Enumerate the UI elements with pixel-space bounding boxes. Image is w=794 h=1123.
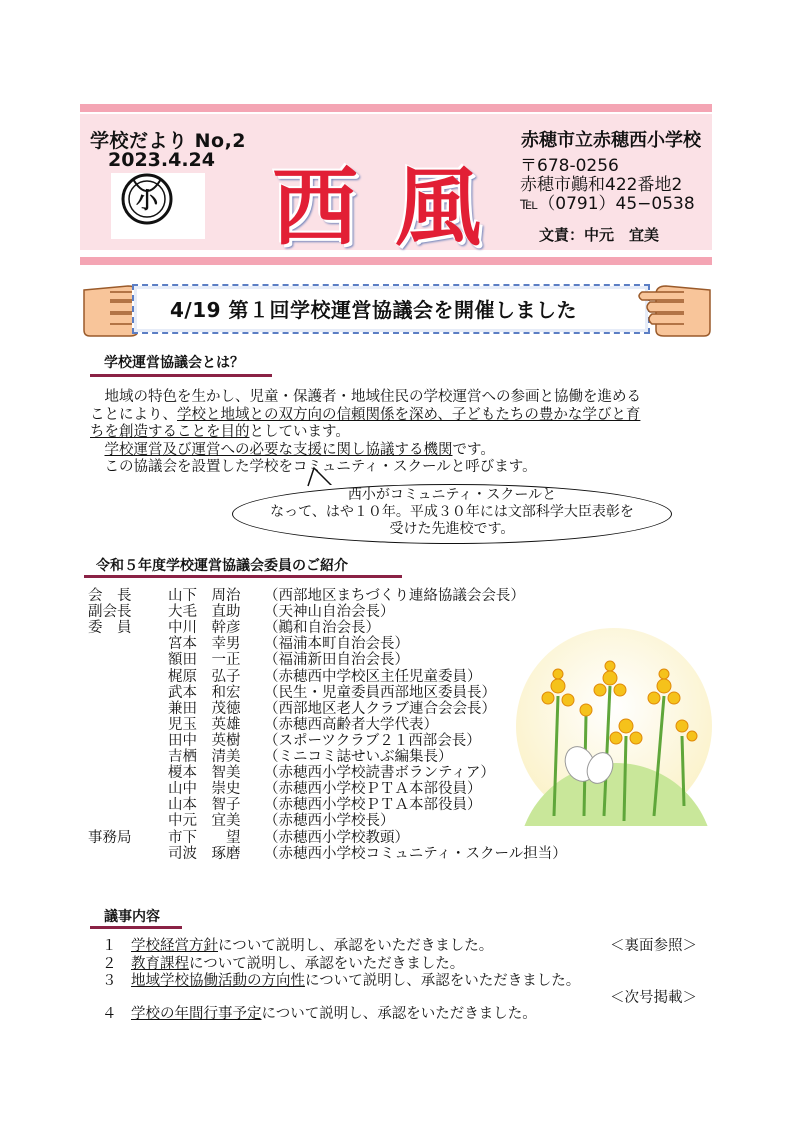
postal-code: 〒678-0256 (520, 156, 619, 176)
school-name: 赤穂市立赤穂西小学校 (521, 130, 701, 151)
p1-line3-b: としています。 (249, 424, 350, 440)
member-name: 大毛 直助 (168, 604, 241, 621)
member-affiliation: （スポーツクラブ２１西部会長） (264, 732, 481, 749)
bubble-text (240, 487, 664, 538)
agenda-item-3 (102, 973, 580, 989)
member-affiliation: （赤穂西小学校長） (264, 813, 395, 830)
p2-line (90, 442, 641, 460)
agenda-topic: 地域学校協働活動の方向性 (131, 973, 305, 989)
p1-line2 (90, 407, 641, 425)
agenda-topic: 学校の年間行事予定 (131, 1006, 262, 1022)
member-affiliation: （赤穂西小学校教頭） (264, 829, 409, 846)
title-char-1: 西 (272, 157, 358, 258)
member-name: 兼田 茂徳 (168, 700, 241, 717)
school-address: 赤穂市鷆和422番地2 (520, 175, 683, 195)
member-role: 会 長 (88, 588, 132, 604)
section3-heading: 議事内容 (104, 909, 160, 925)
agenda-rest: について説明し、承認をいただきました。 (218, 938, 494, 954)
member-name: 吉栖 清美 (168, 749, 241, 765)
member-affiliation: （西部地区まちづくり連絡協議会会長） (264, 588, 525, 604)
bubble-tail (306, 466, 336, 488)
section2-heading: 令和５年度学校運営協議会委員のご紹介 (96, 558, 348, 574)
member-name: 梶原 弘子 (168, 668, 241, 685)
agenda-topic: 学校経営方針 (131, 938, 218, 954)
p1-line3-a: ちを創造することを目的 (90, 424, 250, 440)
school-phone: ℡（0791）45−0538 (520, 194, 695, 214)
member-affiliation: （赤穂西小学校コミュニティ・スクール担当） (264, 845, 567, 862)
agenda-note-1: ＜裏面参照＞ (610, 938, 697, 954)
headline-text: 4/19 第１回学校運営協議会を開催しました (170, 298, 578, 322)
member-affiliation: （西部地区老人クラブ連合会会長） (264, 700, 496, 717)
member-role: 事務局 (88, 829, 132, 846)
p1-line3 (90, 424, 641, 442)
member-name: 山下 周治 (168, 588, 241, 604)
section1-heading: 学校運営協議会とは？ (104, 355, 244, 371)
member-name: 武本 和宏 (168, 684, 241, 701)
member-affiliation: （福浦本町自治会長） (264, 636, 409, 653)
member-affiliation: （福浦新田自治会長） (264, 652, 409, 669)
member-affiliation: （民生・児童委員西部地区委員長） (264, 684, 496, 701)
member-name: 田中 英樹 (168, 732, 241, 749)
member-name: 中川 幹彦 (168, 620, 241, 637)
agenda-num: ３ (102, 973, 117, 989)
agenda-note-3: ＜次号掲載＞ (610, 990, 697, 1006)
agenda-num: ２ (102, 956, 117, 972)
editor-credit: 文責：中元 宜美 (539, 226, 660, 244)
header-top-band (80, 104, 712, 112)
agenda-item-1 (102, 938, 493, 954)
agenda-rest: について説明し、承認をいただきました。 (305, 973, 581, 989)
member-role: 副会長 (88, 604, 132, 621)
member-name: 額田 一正 (168, 652, 241, 669)
p1-line2-a: ことにより、 (90, 406, 177, 423)
member-affiliation: （赤穂西小学校ＰＴＡ本部役員） (264, 797, 482, 814)
agenda-rest: について説明し、承認をいただきました。 (189, 956, 465, 972)
member-affiliation: （天神山自治会長） (264, 604, 395, 621)
member-affiliation: （鷆和自治会長） (264, 620, 380, 637)
emblem-area (111, 173, 205, 239)
p1-line1: 地域の特色を生かし、児童・保護者・地域住民の学校運営への参画と協働を進める (90, 389, 641, 405)
p1-line2-b: 学校と地域との双方向の信頼関係を深め、子どもたちの豊かな学びと育 (177, 406, 641, 423)
member-affiliation: （赤穂西中学校区主任児童委員） (264, 668, 482, 685)
member-name: 山本 智子 (168, 797, 241, 814)
issue-number: 学校だより No,2 (90, 130, 247, 152)
school-emblem-icon (111, 173, 205, 239)
bubble-line3: 受けた先進校です。 (389, 521, 515, 537)
member-role: 委 員 (88, 620, 132, 637)
agenda-num: １ (102, 938, 117, 954)
bubble-line2: なって、はや１０年。平成３０年には文部科学大臣表彰を (270, 504, 634, 520)
bubble-line1: 西小がコミュニティ・スクールと (347, 487, 557, 503)
section1-paragraph (90, 389, 641, 477)
member-name: 山中 崇史 (168, 781, 241, 798)
title-char-2: 風 (395, 157, 481, 258)
p3-line: この協議会を設置した学校をコミュニティ・スクールと呼びます。 (90, 459, 537, 475)
member-name: 宮本 幸男 (168, 636, 241, 653)
agenda-item-4 (102, 1006, 537, 1022)
agenda-topic: 教育課程 (131, 956, 189, 972)
section3-underline (90, 926, 182, 929)
member-name: 児玉 英雄 (168, 716, 241, 733)
member-affiliation: （赤穂西高齢者大学代表） (264, 716, 438, 733)
member-affiliation: （赤穂西小学校読書ボランティア） (264, 765, 495, 782)
member-name: 榎本 智美 (168, 765, 241, 782)
agenda-num: ４ (102, 1006, 117, 1022)
canola-flower-illustration (514, 626, 714, 826)
member-name: 市下 望 (168, 829, 241, 846)
member-name: 中元 宜美 (168, 813, 241, 830)
emblem-letter: 小 (135, 189, 159, 214)
member-name: 司波 琢磨 (168, 845, 241, 862)
section1-underline (90, 374, 272, 377)
section2-underline (84, 575, 402, 578)
agenda-rest: について説明し、承認をいただきました。 (261, 1006, 537, 1022)
member-affiliation: （赤穂西小学校ＰＴＡ本部役員） (264, 781, 482, 798)
p2-b: です。 (452, 441, 495, 458)
p2-a: 学校運営及び運営への必要な支援に関し協議する機関 (104, 441, 453, 458)
issue-date: 2023.4.24 (108, 149, 215, 171)
agenda-item-2 (102, 956, 464, 972)
right-hand-icon (634, 272, 714, 342)
member-affiliation: （ミニコミ誌せいぶ編集長） (264, 749, 453, 765)
